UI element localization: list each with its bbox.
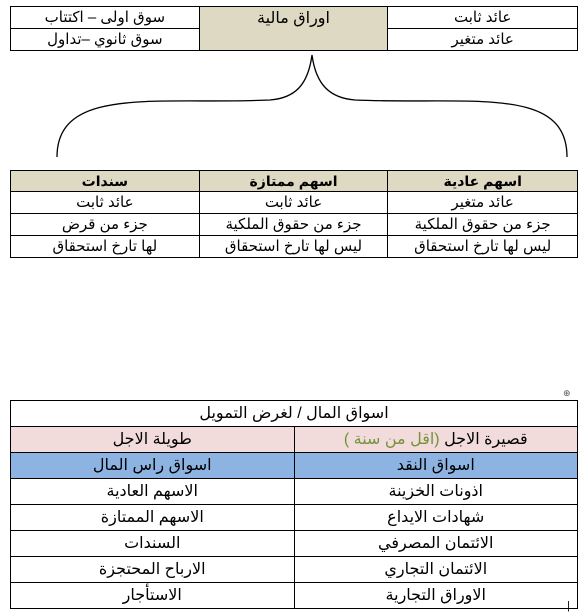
short-term-note: (اقل من سنة ) bbox=[343, 430, 440, 448]
column-header: سندات bbox=[11, 171, 200, 192]
table-row bbox=[11, 214, 578, 236]
table-row bbox=[11, 531, 578, 557]
short-term-label: قصيرة الاجل bbox=[444, 430, 528, 448]
table-cell: جزء من قرض bbox=[11, 214, 200, 236]
table-row bbox=[11, 505, 578, 531]
brace-connector bbox=[0, 0, 585, 170]
table-cell: الائتمان المصرفي bbox=[294, 531, 578, 557]
table-cell: عائد ثابت bbox=[11, 192, 200, 214]
term-header-row bbox=[11, 427, 578, 453]
money-market-header: اسواق النقد bbox=[294, 453, 578, 479]
cell-end-marker: | bbox=[567, 600, 570, 612]
table-cell: ليس لها تارخ استحقاق bbox=[199, 236, 388, 258]
column-header: اسهم ممتازة bbox=[199, 171, 388, 192]
table-cell: جزء من حقوق الملكية bbox=[388, 214, 578, 236]
table-cell: الائتمان التجاري bbox=[294, 557, 578, 583]
primary-market-cell: سوق اولى – اكتتاب bbox=[11, 7, 200, 29]
table-cell: الاسهم العادية bbox=[11, 479, 295, 505]
table-cell: لها تارخ استحقاق bbox=[11, 236, 200, 258]
table-cell: الاسهم الممتازة bbox=[11, 505, 295, 531]
table-cell: الارباح المحتجزة bbox=[11, 557, 295, 583]
table-cell: عائد ثابت bbox=[199, 192, 388, 214]
table-cell: عائد متغير bbox=[388, 192, 578, 214]
securities-cell: اوراق مالية bbox=[199, 7, 388, 51]
financial-markets-table bbox=[10, 400, 578, 609]
short-term-header bbox=[294, 427, 578, 453]
table-cell: شهادات الايداع bbox=[294, 505, 578, 531]
fixed-return-cell: عائد ثابت bbox=[388, 7, 578, 29]
market-header-row bbox=[11, 453, 578, 479]
secondary-market-cell: سوق ثانوي –تداول bbox=[11, 29, 200, 51]
table-cell: السندات bbox=[11, 531, 295, 557]
table-title-row bbox=[11, 401, 578, 427]
table-cell: الاوراق التجارية bbox=[294, 583, 578, 609]
table-header-row bbox=[11, 171, 578, 192]
table-cell: اذونات الخزينة bbox=[294, 479, 578, 505]
table-row bbox=[11, 192, 578, 214]
securities-types-table bbox=[10, 170, 578, 258]
table-row bbox=[11, 583, 578, 609]
table-cell: جزء من حقوق الملكية bbox=[199, 214, 388, 236]
table-anchor-icon: ⊕ bbox=[563, 388, 571, 398]
table-row bbox=[11, 479, 578, 505]
table-cell: ليس لها تارخ استحقاق bbox=[388, 236, 578, 258]
table-title: اسواق المال / لغرض التمويل bbox=[11, 401, 578, 427]
capital-market-header: اسواق راس المال bbox=[11, 453, 295, 479]
column-header: اسهم عادية bbox=[388, 171, 578, 192]
long-term-header: طويلة الاجل bbox=[11, 427, 295, 453]
table-row bbox=[11, 236, 578, 258]
variable-return-cell: عائد متغير bbox=[388, 29, 578, 51]
table-row bbox=[11, 557, 578, 583]
table-cell: الاستأجار bbox=[11, 583, 295, 609]
